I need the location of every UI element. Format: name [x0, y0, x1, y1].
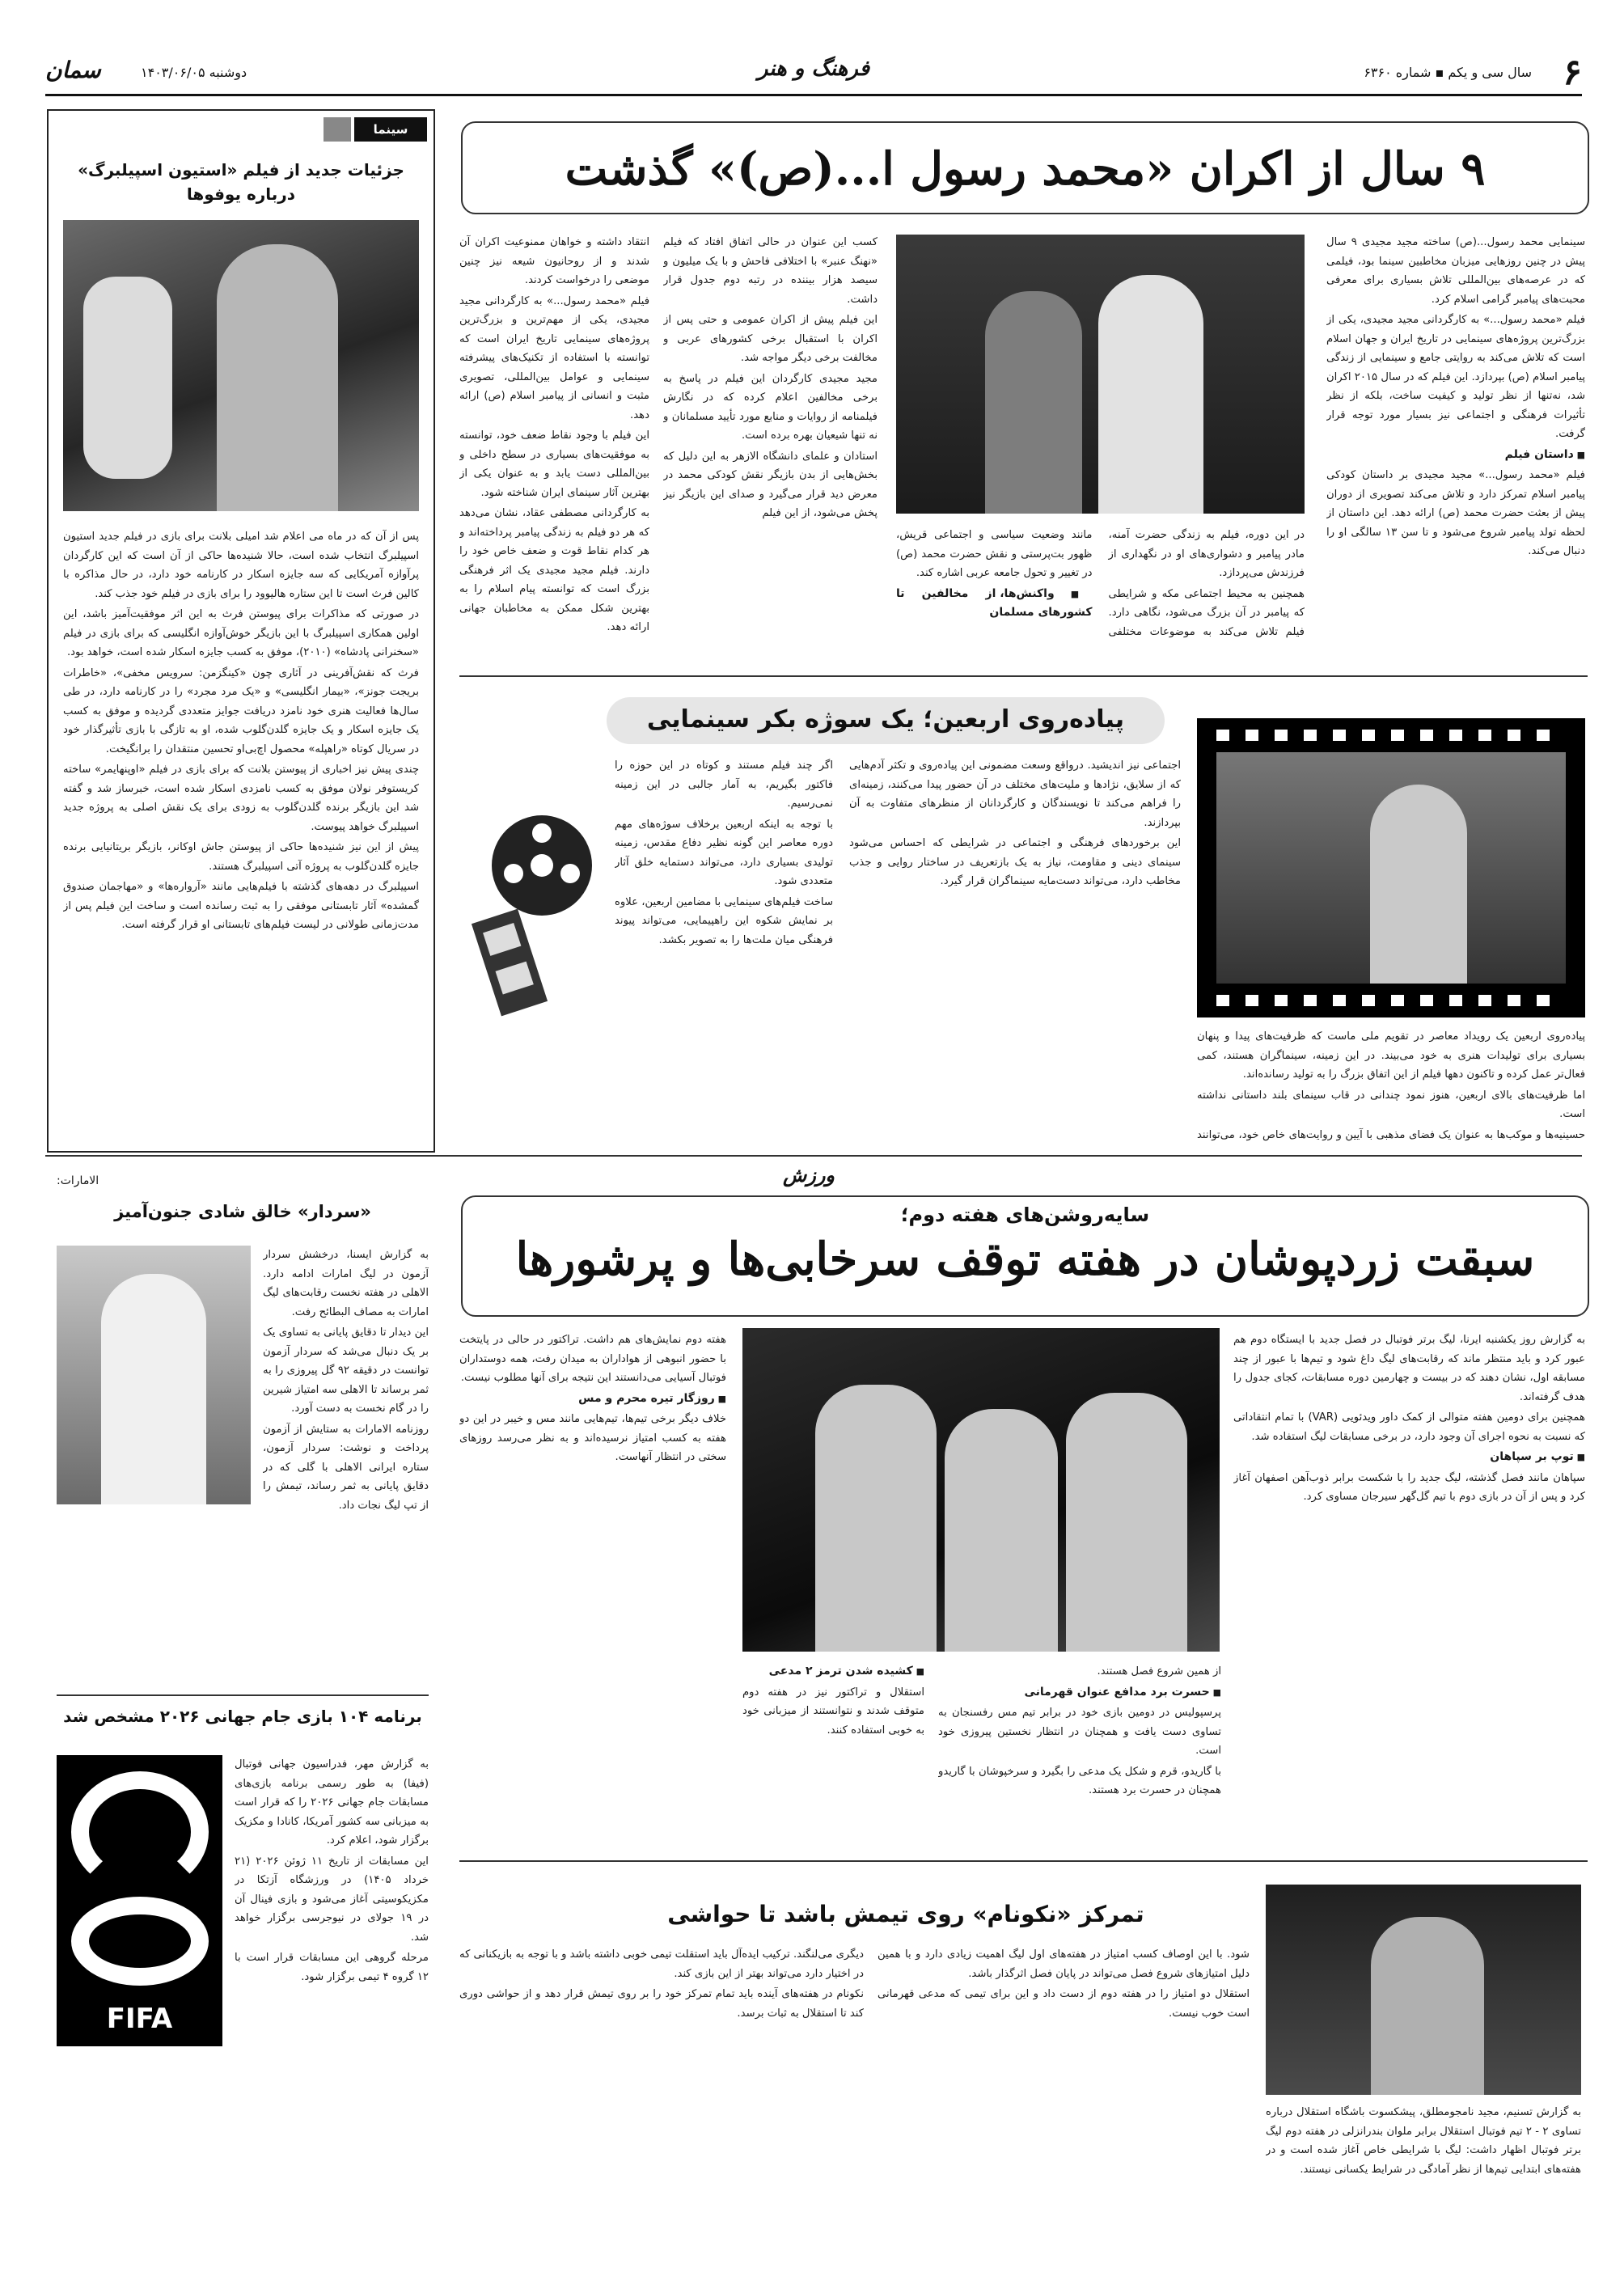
- paragraph: پرسپولیس در دومین بازی خود در برابر تیم مس رفسنجان به تساوی دست یافت و همچنان در انتظار نخستین پیروزی خود است.: [938, 1707, 1221, 1757]
- paragraph: همچنین برای دومین هفته متوالی از کمک داور ویدئویی (VAR) با تمام انتقاداتی که نسبت به نحوه اجرای آن وجود دارد، در برخی مسابقات لیگ استفاده شد.: [1233, 1411, 1585, 1443]
- arbaeen-col1: [1197, 1027, 1585, 1144]
- paragraph: این فیلم پیش از اکران عمومی و حتی پس از اکران با استقبال برخی کشورهای عربی و مخالفت برخی دیگر مواجه شد.: [663, 314, 878, 364]
- film-reel-illustration: [469, 809, 598, 1019]
- subheading: ■ کشیده شدن ترمز ۲ مدعی: [742, 1662, 924, 1682]
- paragraph: هفته دوم نمایش‌های هم داشت. تراکتور در حالی در پایتخت با حضور انبوهی از هواداران به میدان رفت، همه دوستداران فوتبال آسیایی می‌دانستند این نتیجه برای آنها مطلوب نیست.: [459, 1334, 726, 1384]
- paragraph: چندی پیش نیز اخباری از پیوستن بلانت که برای بازی در فیلم «اوپنهایمر» ساخته کریستوفر نولان موفق به کسب نامزدی اسکار شده است، خبرساز شد و گفته شد این بازیگر برنده گلدن‌گلوب به زودی برای یک نقش اصلی به پروژه جدید اسپیلبرگ خواهد پیوست.: [63, 764, 419, 833]
- paragraph: از همین شروع فصل هستند.: [1097, 1665, 1221, 1677]
- paragraph: اسپیلبرگ در دهه‌های گذشته با فیلم‌هایی مانند «آرواره‌ها» و «مهاجمان صندوق گمشده» آثار تابستانی موفقی را به ثبت رسانده است و ساخت این فیلم پس از مدت‌زمانی طولانی در لیست فیلم‌های تابستانی او قرار گرفته است.: [63, 881, 419, 931]
- nekounam-col3: [459, 1945, 864, 2265]
- paragraph: سپاهان مانند فصل گذشته، لیگ جدید را با شکست برابر ذوب‌آهن اصفهان آغاز کرد و پس از آن در بازی دوم با تیم گل‌گهر سیرجان مساوی کرد.: [1233, 1471, 1585, 1503]
- players-celebration-photo: [742, 1328, 1220, 1652]
- paragraph: نکونام در هفته‌های آینده باید تمام تمرکز خود را بر روی تیمش قرار دهد و از حواشی دوری کند تا استقلال به ثبات برسد.: [459, 1988, 864, 2020]
- paragraph: استقلال دو امتیاز را در هفته دوم از دست داد و این برای تیمی که مدعی قهرمانی است خوب نیست.: [878, 1988, 1250, 2020]
- paragraph: به گزارش روز یکشنبه ایرنا، لیگ برتر فوتبال در فصل جدید با ایستگاه دوم هم عبور کرد و باید منتظر ماند که رقابت‌های لیگ داغ شود و تیم‌ها با عبور از چند مسابقه اول، نشان دهند که در بیست و چهارمین دوره مسابقات، کجای جدول را هدف گرفته‌اند.: [1233, 1334, 1585, 1403]
- azmoun-label: الامارات:: [57, 1174, 99, 1187]
- arbaeen-headline: پیاده‌روی اربعین؛ یک سوژه بکر سینمایی: [646, 705, 1125, 734]
- paragraph: مرحله گروهی این مسابقات قرار است با ۱۲ گروه ۴ تیمی برگزار شود.: [235, 1952, 429, 1983]
- paragraph: ساخت فیلم‌های سینمایی با مضامین اربعین، علاوه بر نمایش شکوه این راهپیمایی، می‌تواند پیوند فرهنگی میان ملت‌ها را به تصویر بکشد.: [615, 895, 833, 946]
- paragraph: فیلم «محمد رسول...» به کارگردانی مجید مجیدی، یکی از بزرگ‌ترین پروژه‌های سینمایی در تاریخ ایران و جهان اسلام است که تلاش می‌کند به روایتی جامع و سینمایی از زندگی پیامبر اسلام (ص) بپردازد. این فیلم که در سال ۲۰۱۵ اکران شد، نه‌تنها از نظر تولید و کیفیت ساخت، بلکه از نظر تأثیرات فرهنگی و اجتماعی نیز بسیار مورد توجه قرار گرفت.: [1326, 314, 1585, 440]
- paragraph: پیاده‌روی اربعین یک رویداد معاصر در تقویم ملی ماست که ظرفیت‌های پیدا و پنهان بسیاری برای تولیدات هنری به خود می‌بیند. در این زمینه، سینماگران هستند، کمی فعال‌تر عمل کرده و تاکنون دهها فیلم از این اتفاق بزرگ را به تولید رسانده‌اند.: [1197, 1030, 1585, 1081]
- azmoun-headline: «سردار» خالق شادی جنون‌آمیز: [114, 1202, 371, 1221]
- paragraph: پیش از این نیز شنیده‌ها حاکی از پیوستن جاش اوکانر، بازیگر بریتانیایی برنده جایزه گلدن‌گلوب به پروژه آتی اسپیلبرگ هستند.: [63, 841, 419, 873]
- paragraph: کسب این عنوان در حالی اتفاق افتاد که فیلم «نهنگ عنبر» با اختلافی فاحش و با یک میلیون و سیصد هزار بیننده در رتبه دوم جدول قرار داشت.: [663, 236, 878, 306]
- arbaeen-col2: [849, 756, 1181, 1144]
- nekounam-divider: [459, 1860, 1588, 1862]
- paragraph: فیلم «محمد رسول...» مجید مجیدی بر داستان کودکی پیامبر اسلام تمرکز دارد و تلاش می‌کند تصویری از دوران پیش از بعثت حضرت محمد (ص) ارائه دهد. این داستان از لحظه تولد پیامبر شروع می‌شود و تا سن ۱۳ سالگی او را دنبال می‌کند.: [1326, 469, 1585, 557]
- nekounam-photo: [1266, 1885, 1581, 2095]
- sport-headline: سبقت زردپوشان در هفته توقف سرخابی‌ها و پرشورها: [515, 1233, 1535, 1286]
- cinema-headline: جزئیات جدید از فیلم «استیون اسپیلبرگ» درباره یوفوها: [78, 160, 404, 204]
- subheading: ■ واکنش‌ها، از مخالفین تا کشورهای مسلمان: [896, 585, 1093, 623]
- section-title-sport: ورزش: [782, 1163, 835, 1187]
- paragraph: دیگری می‌لنگند. ترکیب ایده‌آل باید استقلت تیمی خوبی داشته باشد و با توجه به بازیکنانی که در اختیار دارد می‌تواند بهتر از این بازی کند.: [459, 1948, 864, 1980]
- main-article-col1: [1326, 233, 1585, 645]
- paragraph: انتقاد داشته و خواهان ممنوعیت اکران آن شدند و از روحانیون شیعه نیز چنین موضعی را درخواست کردند.: [459, 236, 649, 286]
- worldcup-body: [235, 1755, 429, 2265]
- sport-divider: [45, 1155, 1582, 1157]
- cinema-body: [63, 527, 419, 1142]
- paragraph: این مسابقات از تاریخ ۱۱ ژوئن ۲۰۲۶ (۲۱ خرداد ۱۴۰۵) در ورزشگاه آزتکا در مکزیکوسیتی آغاز می‌شود و بازی فینال آن در ۱۹ جولای در نیوجرسی برگزار خواهد شد.: [235, 1855, 429, 1944]
- sport-kicker: سایه‌روشن‌های هفته دوم؛: [900, 1204, 1150, 1226]
- paragraph: به کارگردانی مصطفی عقاد، نشان می‌دهد که هر دو فیلم به زندگی پیامبر پرداخته‌اند و هر کدام نقاط قوت و ضعف خاص خود را دارند. فیلم مجید مجیدی یک اثر فرهنگی بزرگ است که توانسته پیام اسلام را به بهترین شکل ممکن به مخاطبان جهانی ارائه دهد.: [459, 507, 649, 633]
- arbaeen-film-strip-photo: [1197, 718, 1585, 1017]
- paragraph: در صورتی که مذاکرات برای پیوستن فرث به این اثر موفقیت‌آمیز باشد، این اولین همکاری اسپیلبرگ با این بازیگر خوش‌آوازه انگلیسی که برای بازی در فیلم «سخنرانی پادشاه» (۲۰۱۰)، موفق به کسب جایزه اسکار شده است، خواهد بود.: [63, 608, 419, 658]
- masthead: [45, 52, 1582, 94]
- subheading: ■ روزگار تیره محرم و مس: [459, 1390, 726, 1409]
- azmoun-body: [263, 1246, 429, 1694]
- paragraph: فیلم «محمد رسول...» به کارگردانی مجید مجیدی، یکی از مهم‌ترین و بزرگ‌ترین پروژه‌های سینمایی تاریخ ایران است که توانسته با استفاده از تکنیک‌های پیشرفته سینمایی و عوامل بین‌المللی، تصویری مثبت و انسانی از پیامبر اسلام (ص) ارائه دهد.: [459, 294, 649, 421]
- main-article-col2: [896, 526, 1305, 647]
- nekounam-headline: تمرکز «نکونام» روی تیمش باشد تا حواشی: [667, 1901, 1144, 1927]
- main-article-col3: [663, 233, 878, 645]
- paragraph: خلاف دیگر برخی تیم‌ها، تیم‌هایی مانند مس و خیبر در این دو هفته به کسب امتیاز نرسیده‌اند و به نظر می‌رسد روزهای سختی در انتظار آنهاست.: [459, 1413, 726, 1463]
- worldcup-divider: [57, 1694, 429, 1696]
- paragraph: این برخوردهای فرهنگی و اجتماعی در شرایطی که احساس می‌شود سینمای دینی و مقاومت، نیاز به یک بازتعریف در ساختار روایی و جذب مخاطب دارد، می‌تواند دست‌مایه سینماگران قرار گیرد.: [849, 837, 1181, 887]
- paragraph: شود. با این اوصاف کسب امتیاز در هفته‌های اول لیگ اهمیت زیادی دارد و با همین دلیل امتیازهای شروع فصل می‌تواند در پایان فصل اثرگذار باشد.: [878, 1948, 1250, 1980]
- film-reel-icon: [324, 117, 351, 142]
- paragraph: به گزارش مهر، فدراسیون جهانی فوتبال (فیفا) به طور رسمی برنامه بازی‌های مسابقات جام جهانی ۲۰۲۶ را که قرار است به میزبانی سه کشور آمریکا، کانادا و مکزیک برگزار شود، اعلام کرد.: [235, 1758, 429, 1847]
- paragraph: حسینیه‌ها و موکب‌ها به عنوان یک فضای مذهبی با آیین و روایت‌های خاص خود، می‌توانند: [1197, 1128, 1585, 1141]
- cinema-tag: سینما: [354, 117, 427, 142]
- main-headline: ۹ سال از اکران «محمد رسول ا...(ص)» گذشت: [565, 142, 1486, 196]
- page-number: ۶: [1563, 52, 1582, 93]
- paragraph: روزنامه الامارات به ستایش از آزمون پرداخت و نوشت: سردار آزمون، ستاره ایرانی الاهلی با گلی که در دقایق پایانی به ثمر رساند، تیمش را از تپ لیگ نجات داد.: [263, 1423, 429, 1512]
- paragraph: به گزارش ایسنا، درخشش سردار آزمون در لیگ امارات ادامه دارد. الاهلی در هفته نخست رقابت‌های لیگ امارات به مصاف البطائح رفت.: [263, 1249, 429, 1318]
- arbaeen-col3: [615, 756, 833, 1144]
- azmoun-photo: [57, 1246, 251, 1504]
- date-info: دوشنبه ۱۴۰۳/۰۶/۰۵: [141, 65, 247, 80]
- nekounam-col1: [1266, 2103, 1581, 2265]
- paragraph: فرث که نقش‌آفرینی در آثاری چون «کینگزمن: سرویس مخفی»، «خاطرات بریجت جونز»، «بیمار انگلیسی» و «یک مرد مجرد» را در کارنامه دارد، در طی سال‌ها فعالیت هنری خود نامزد دریافت جوایز متعددی گردیده و موفق به کسب یک جایزه اسکار و یک جایزه گلدن‌گلوب شده، او به تازگی با بازی تأثیرگذار خود در سریال کوتاه «راهپله» محصول اچ‌بی‌او تحسین منتقدان را برانگیخت.: [63, 666, 419, 755]
- issue-info: سال سی و یکم ▪ شماره ۶۳۶۰: [1364, 65, 1532, 80]
- fifa-logo-text: FIFA: [106, 2003, 173, 2035]
- paragraph: استادان و علمای دانشگاه الازهر به این دلیل که بخش‌هایی از بدن بازیگر نقش کودکی محمد در معرض دید قرار می‌گیرد و صدای این بازیگر نیز پخش می‌شود، از این فیلم: [663, 450, 878, 519]
- paragraph: اجتماعی نیز اندیشید. درواقع وسعت مضمونی این پیاده‌روی و تکثر آدم‌هایی که از سلایق، نژادها و ملیت‌های مختلف در آن حضور پیدا می‌کنند، زمینه‌ای را فراهم می‌کند تا نویسندگان و کارگردانان از منظرهای متفاوت به آن بپردازند.: [849, 759, 1181, 829]
- paragraph: با گاریدو، قرم و شکل یک مدعی را بگیرد و سرخپوشان با گاریدو همچنان در حسرت برد هستند.: [938, 1765, 1221, 1796]
- main-article-col4: [459, 233, 649, 645]
- section-title-culture: فرهنگ و هنر: [757, 57, 870, 81]
- subheading: ■ داستان فیلم: [1326, 446, 1585, 465]
- sport-col1: [1233, 1331, 1585, 1848]
- paragraph: همچنین به محیط اجتماعی مکه و شرایطی که پیامبر در آن بزرگ می‌شود، نگاهی دارد. فیلم تلاش می‌کند به موضوعات مختلفی مانند وضعیت سیاسی و اجتماعی قریش، ظهور بت‌پرستی و نقش حضرت محمد (ص) در تغییر و تحول جامعه عربی اشاره کند.: [896, 529, 1305, 638]
- paragraph: مجید مجیدی کارگردان این فیلم در پاسخ به برخی مخالفین اعلام کرده که در نگارش فیلمنامه از روایات و منابع مورد تأیید مسلمانان و نه تنها شیعیان بهره برده است.: [663, 372, 878, 442]
- paragraph: این فیلم با وجود نقاط ضعف خود، توانسته به موفقیت‌های بسیاری در سطح داخلی و بین‌المللی دست یابد و به عنوان یکی از بهترین آثار سینمای ایران شناخته شود.: [459, 429, 649, 499]
- paragraph: پس از آن که در ماه می اعلام شد امیلی بلانت برای بازی در فیلم جدید استیون اسپیلبرگ انتخاب شده است، حالا شنیده‌ها حاکی از آن است که این کارگردان پرآوازه آمریکایی که سه جایزه اسکار در کارنامه خود دارد، در حال مذاکره با کالین فرث است تا این ستاره هالیوود را برای بازی در فیلم خود جذب کند.: [63, 531, 419, 600]
- subheading: ■ حسرت برد مدافع عنوان قهرمانی: [938, 1683, 1221, 1703]
- paragraph: اما ظرفیت‌های بالای اربعین، هنوز نمود چندانی در قاب سینمای بلند داستانی نداشته است.: [1197, 1089, 1585, 1120]
- subheading: ■ توپ بر سپاهان: [1233, 1448, 1585, 1467]
- paragraph: با توجه به اینکه اربعین برخلاف سوژه‌های مهم دوره معاصر این گونه نظیر دفاع مقدس، زمینه تولیدی بسیاری دارد، می‌تواند دستمایه خلق آثار متعددی شود.: [615, 818, 833, 887]
- newspaper-logo: سمان: [45, 57, 101, 83]
- paragraph: این دیدار تا دقایق پایانی به تساوی یک بر یک دنبال می‌شد که سردار آزمون توانست در دقیقه ۹۲ گل پیروزی را به ثمر برساند تا الاهلی سه امتیاز شیرین را در گام نخست به دست آورد.: [263, 1326, 429, 1415]
- paragraph: استقلال و تراکتور نیز در هفته دوم متوقف شدند و نتوانستند از میزبانی خود به خوبی استفاده کنند.: [742, 1686, 924, 1737]
- sport-col3: [459, 1331, 726, 1848]
- paragraph: سینمایی محمد رسول...(ص) ساخته مجید مجیدی ۹ سال پیش در چنین روزهایی میزبان مخاطبین سینما بود، فیلمی که در عرصه‌های بین‌المللی تلاش بسیاری برای معرفی محبت‌های پیامبر گرامی اسلام کرد.: [1326, 236, 1585, 306]
- paragraph: اگر چند فیلم مستند و کوتاه در این حوزه را فاکتور بگیریم، به آمار جالبی در این زمینه نمی‌رسیم.: [615, 759, 833, 810]
- worldcup-headline: برنامه ۱۰۴ بازی جام جهانی ۲۰۲۶ مشخص شد: [63, 1707, 422, 1726]
- fifa-worldcup-logo: [57, 1755, 222, 2046]
- sport-col2: [938, 1662, 1221, 1848]
- cinema-sidebar: [47, 109, 435, 1153]
- movie-still-photo: [896, 235, 1305, 514]
- top-rule: [45, 94, 1582, 96]
- sport-col2b: [742, 1662, 924, 1848]
- paragraph: به گزارش تسنیم، مجید نامجومطلق، پیشکسوت باشگاه استقلال درباره تساوی ۲ - ۲ تیم فوتبال استقلال برابر ملوان بندرانزلی در هفته دوم لیگ برتر فوتبال اظهار داشت: لیگ با شرایطی خاص آغاز شده است و در هفته‌های ابتدایی تیم‌ها از نظر آمادگی در شرایط یکسانی نیستند.: [1266, 2106, 1581, 2176]
- paragraph: در این دوره، فیلم به زندگی حضرت آمنه، مادر پیامبر و دشواری‌های او در نگهداری از فرزندش می‌پردازد.: [1108, 529, 1305, 579]
- spielberg-photo: [63, 220, 419, 511]
- section-divider: [459, 675, 1588, 677]
- nekounam-col2: [878, 1945, 1250, 2265]
